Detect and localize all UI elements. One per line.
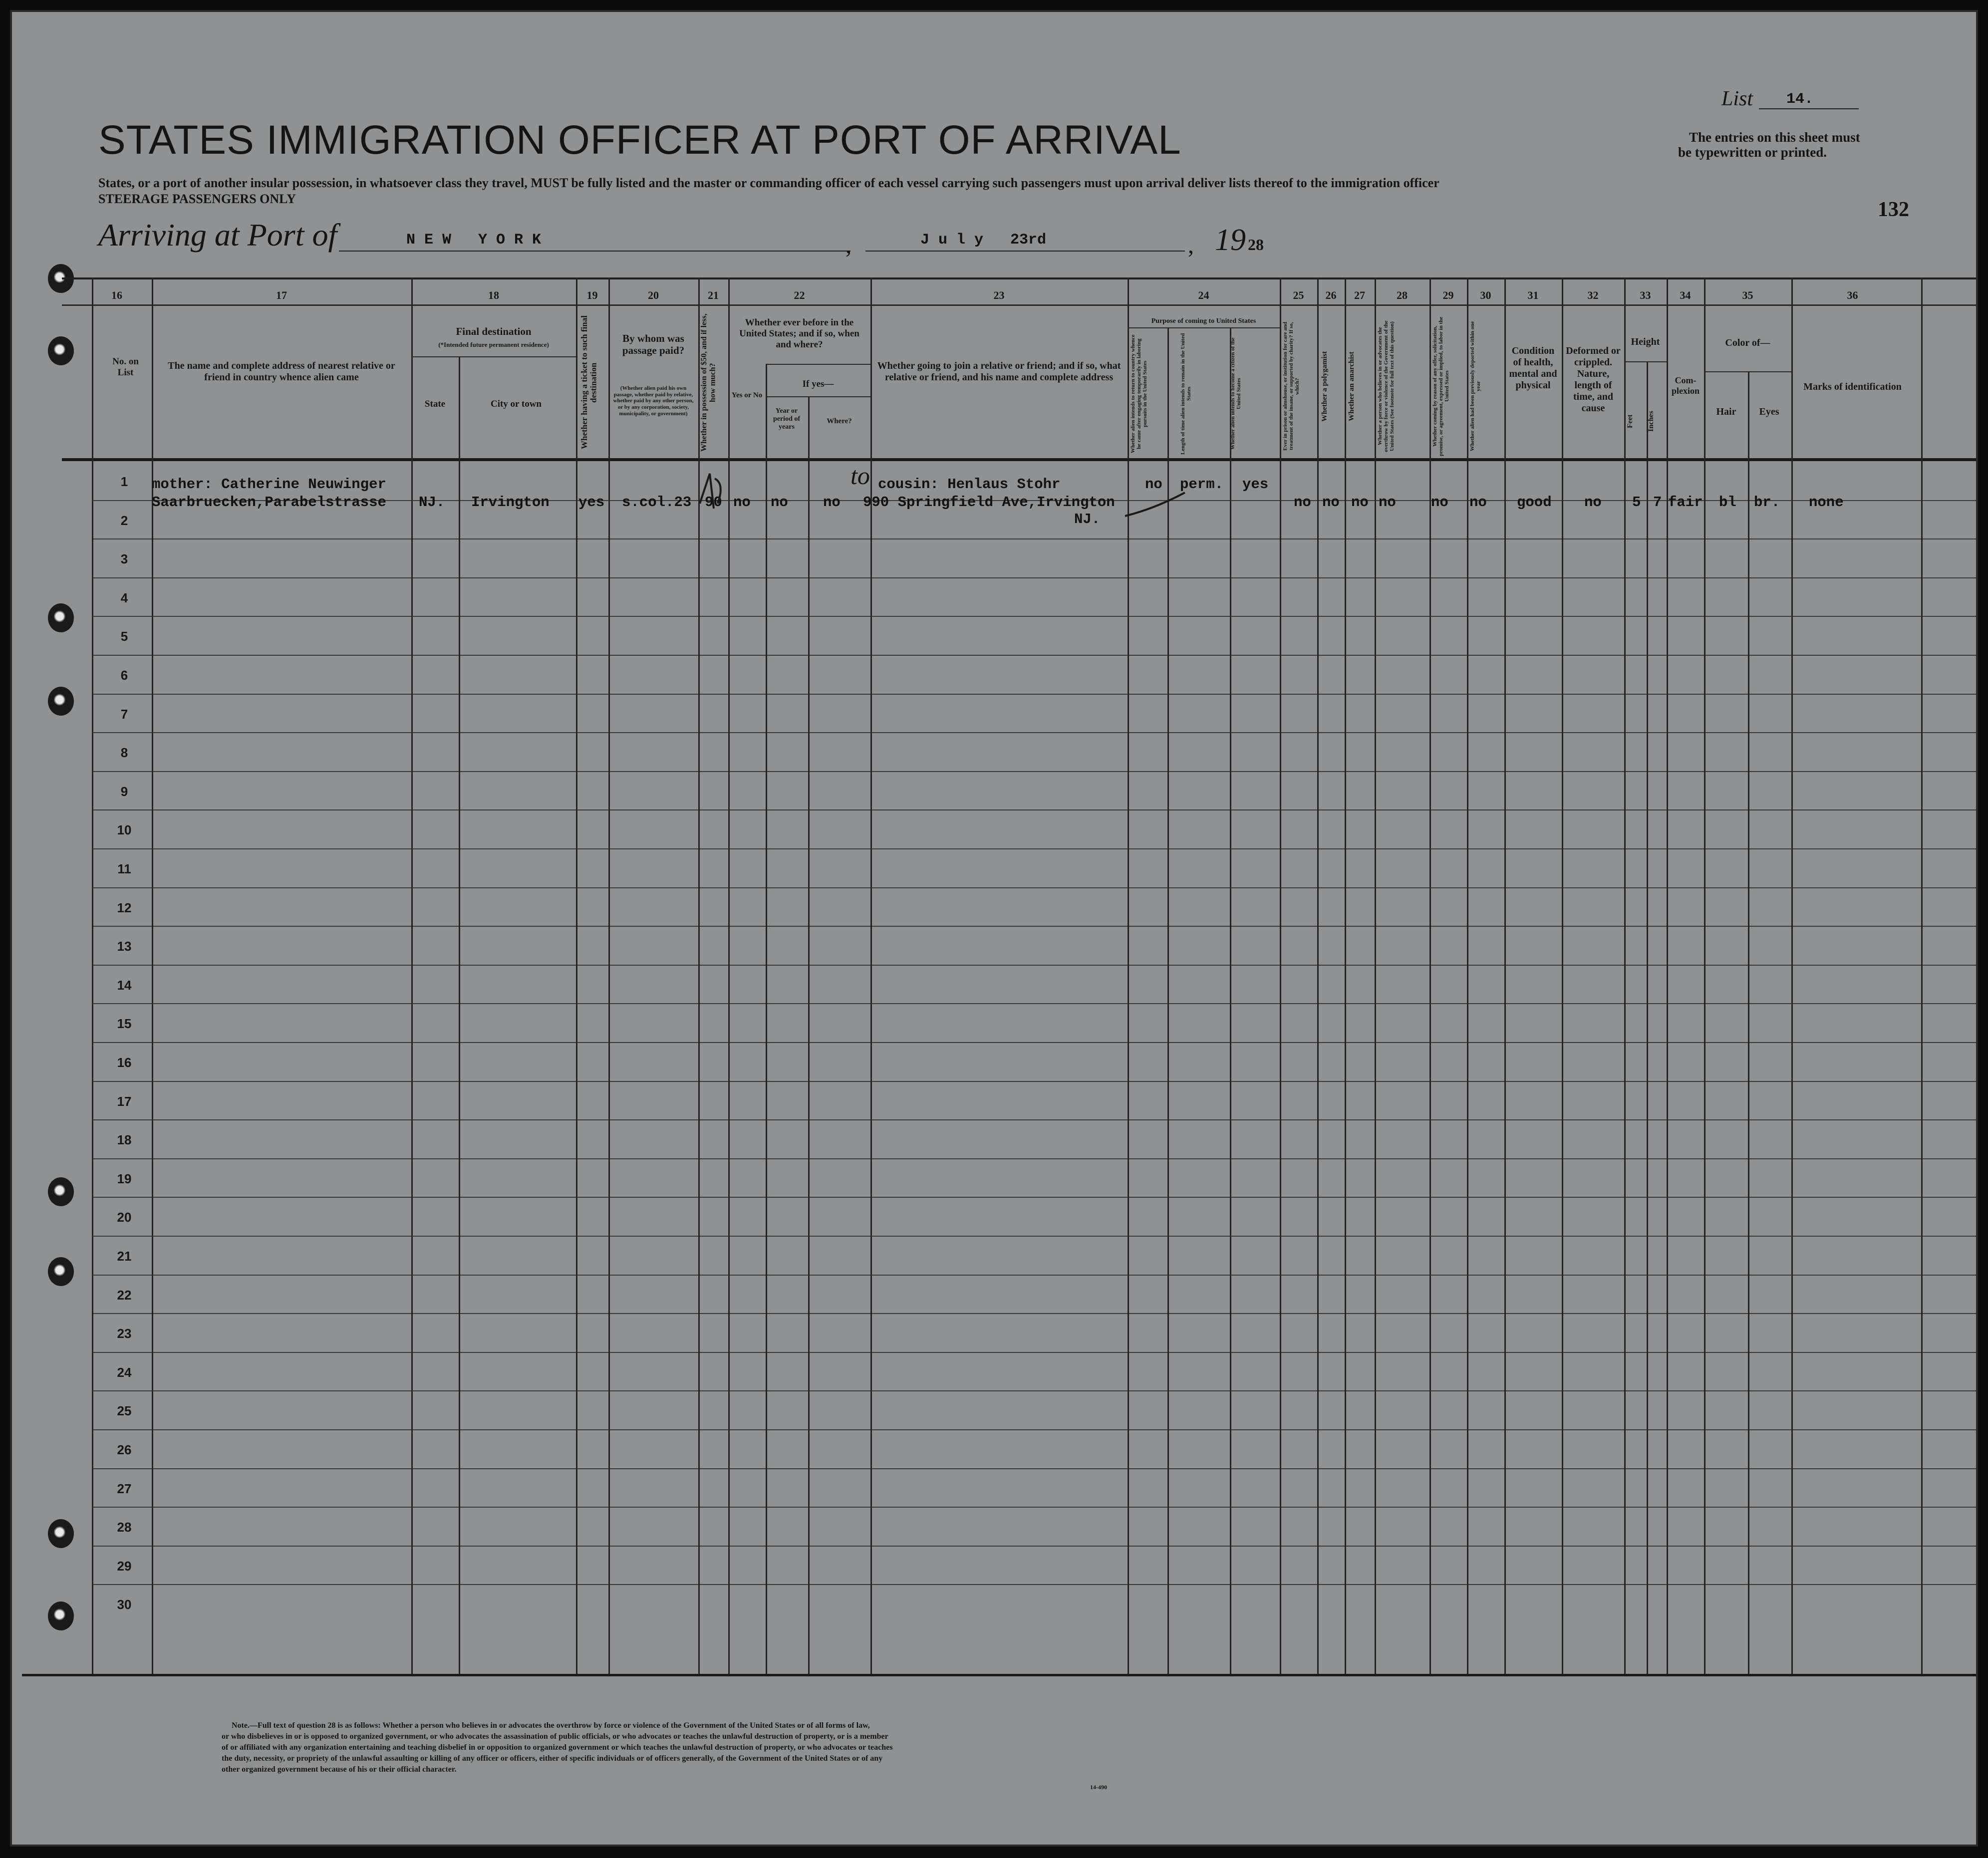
entry1-health: good	[1517, 494, 1552, 511]
ever-before-rule	[766, 364, 870, 365]
row-rule	[92, 1197, 1978, 1198]
row-number: 5	[120, 629, 128, 644]
col-num-21: 21	[708, 289, 719, 301]
row-rule	[92, 809, 1978, 810]
row-number: 23	[117, 1326, 132, 1341]
entry1-ticket: yes	[578, 494, 605, 511]
row-rule	[92, 926, 1978, 927]
footnote-line5: other organized government because of his or their official character.	[222, 1765, 457, 1774]
row-number: 18	[117, 1132, 132, 1148]
header-inches: Inches	[1647, 411, 1655, 432]
if-yes-rule	[766, 396, 870, 397]
header-passage-paid-sub: (Whether alien paid his own passage, whether paid by relative, whether paid by any other person, or by any corporation, society, municipality, or government)	[613, 385, 694, 417]
row-rule	[92, 1313, 1978, 1314]
table-top-rule	[62, 277, 1978, 279]
entry1-city: Irvington	[471, 494, 550, 511]
col-num-28: 28	[1397, 289, 1408, 301]
row-rule	[92, 1236, 1978, 1237]
row-rule	[92, 1507, 1978, 1508]
row-rule	[92, 1390, 1978, 1391]
row-rule	[92, 1275, 1978, 1276]
column-rule	[1562, 277, 1563, 1674]
header-join-relative: Whether going to join a relative or friend; and if so, what relative or friend, and his name and complete address	[877, 360, 1121, 383]
entry1-overthrow: no	[1379, 494, 1396, 511]
col-num-25: 25	[1293, 289, 1304, 301]
column-rule	[1791, 277, 1793, 1674]
col-num-23: 23	[993, 289, 1005, 301]
col-num-20: 20	[648, 289, 659, 301]
header-where: Where?	[827, 417, 852, 425]
row-number: 17	[117, 1093, 132, 1109]
row-rule	[92, 848, 1978, 849]
footnote-line1: Note.—Full text of question 28 is as follows: Whether a person who believes in or advocates the overthrow by force or violence of the Government of the United States or of all forms of law,	[232, 1721, 870, 1730]
row-number: 28	[117, 1520, 132, 1535]
year-suffix: 28	[1248, 236, 1264, 254]
page-number: 132	[1878, 198, 1909, 221]
header-overthrow: Whether a person who believes in or advocates the overthrow by force or violence of the Government of the United States (See footnote for full text of this question)	[1377, 320, 1396, 452]
arrival-port: N E W Y O R K	[406, 232, 542, 249]
form-subtitle-line1: States, or a port of another insular possession, in whatsoever class they travel, MUST be fully listed and the master or commanding officer of each vessel carrying such passengers must upon arrival deliver lists thereof to the immigration officer	[98, 176, 1439, 190]
row-rule	[92, 965, 1978, 966]
col-num-26: 26	[1325, 289, 1337, 301]
header-list-number: No. on List	[112, 356, 139, 378]
header-height: Height	[1631, 336, 1660, 347]
header-state: State	[424, 399, 446, 409]
header-yes-no: Yes or No	[731, 391, 763, 399]
entry1-relative-line1: mother: Catherine Neuwinger	[152, 476, 386, 493]
column-rule	[1167, 327, 1169, 1674]
footnote-line2: or who disbelieves in or is opposed to organized government, or who advocates the assassination of public officials, or who advocates or teaches the unlawful destruction of property, or is a member	[222, 1732, 888, 1741]
row-number: 2	[120, 513, 128, 528]
row-number: 19	[117, 1171, 132, 1186]
punch-hole	[48, 1177, 74, 1206]
row-number: 15	[117, 1016, 132, 1032]
column-rule	[1624, 277, 1626, 1674]
row-number: 26	[117, 1442, 132, 1457]
checkmark-stroke	[1120, 489, 1190, 524]
header-polygamist: Whether a polygamist	[1321, 351, 1329, 422]
year-prefix: 19	[1215, 223, 1246, 257]
column-rule	[1429, 277, 1431, 1674]
entry1-prison: no	[1294, 494, 1311, 511]
row-number: 9	[120, 784, 128, 799]
column-rule	[1748, 371, 1749, 1674]
entry1-year-period: no	[771, 494, 788, 511]
list-number: 14.	[1786, 91, 1814, 108]
row-number: 11	[117, 861, 131, 876]
arriving-label: Arriving at Port of	[98, 217, 337, 253]
form-subtitle-line2: STEERAGE PASSENGERS ONLY	[98, 192, 296, 206]
header-citizen: Whether alien intends to become a citizen of the United States	[1230, 337, 1242, 450]
row-number: 21	[117, 1249, 132, 1264]
col-num-30: 30	[1480, 289, 1491, 301]
row-rule	[92, 887, 1978, 888]
row-number: 6	[120, 668, 128, 683]
row-number: 12	[117, 900, 132, 915]
row-rule	[92, 1003, 1978, 1004]
column-rule	[766, 364, 767, 1674]
punch-hole	[48, 1601, 74, 1630]
col-num-17: 17	[276, 289, 287, 301]
column-rule	[1504, 277, 1506, 1674]
col-num-35: 35	[1742, 289, 1753, 301]
entry1-contract-labor: no	[1431, 494, 1448, 511]
row-rule	[92, 1584, 1978, 1585]
col-num-36: 36	[1847, 289, 1858, 301]
row-rule	[92, 1119, 1978, 1120]
entry1-deported: no	[1469, 494, 1487, 511]
header-ever-before: Whether ever before in the United States; and if so, when and where?	[739, 317, 859, 350]
row-number: 8	[120, 745, 128, 761]
header-hair: Hair	[1716, 406, 1736, 417]
col-num-24: 24	[1198, 289, 1209, 301]
footnote-line3: of or affiliated with any organization entertaining and teaching disbelief in or opposition to organized government or which teaches the unlawful destruction of property, or who advocates or teaches	[222, 1743, 893, 1752]
row-number: 13	[117, 939, 132, 954]
footnote-line4: the duty, necessity, or propriety of the unlawful assaulting or killing of any officer or officers, either of specific individuals or of officers generally, of the Government of the United States or of any	[222, 1754, 883, 1763]
entry1-polygamist: no	[1322, 494, 1340, 511]
row-rule	[92, 1158, 1978, 1159]
column-rule	[1345, 277, 1346, 1674]
header-nearest-relative: The name and complete address of nearest relative or friend in country whence alien came	[168, 360, 395, 383]
entry1-hand-mark: to	[851, 462, 870, 490]
col-num-18: 18	[488, 289, 499, 301]
col-num-19: 19	[586, 289, 598, 301]
entry1-join-line3: NJ.	[1074, 511, 1101, 528]
punch-hole	[48, 1519, 74, 1548]
header-city: City or town	[490, 399, 542, 409]
color-rule	[1704, 371, 1791, 372]
column-rule	[1467, 277, 1468, 1674]
row-rule	[92, 732, 1978, 733]
date-line	[865, 251, 1185, 252]
header-if-yes: If yes—	[802, 379, 834, 389]
row-rule	[92, 616, 1978, 617]
punch-hole	[48, 1257, 74, 1286]
entry1-relative-line2: Saarbruecken,Parabelstrasse	[152, 494, 386, 511]
row-number: 29	[117, 1558, 132, 1574]
column-rule	[459, 356, 460, 1674]
row-rule	[92, 1429, 1978, 1430]
row-number: 10	[117, 822, 132, 838]
footnote-code: 14-490	[1090, 1784, 1107, 1791]
header-eyes: Eyes	[1759, 406, 1779, 417]
list-number-line	[1759, 108, 1859, 109]
entry1-ever-before: no	[733, 494, 751, 511]
header-year-period: Year or period of years	[773, 407, 801, 431]
header-contract-labor: Whether coming by reason of any offer, solicitation, promise, or agreement, expressed or implied, to labor in the United States	[1432, 316, 1450, 456]
port-line	[339, 251, 851, 252]
comma-mark: ,	[1188, 232, 1194, 259]
col-num-29: 29	[1442, 289, 1454, 301]
entry1-return-intent: no	[1145, 476, 1162, 493]
col-num-31: 31	[1527, 289, 1539, 301]
header-complexion: Com-plexion	[1671, 375, 1700, 396]
column-number-rule	[62, 304, 1978, 306]
entry1-state: NJ.	[419, 494, 445, 511]
row-number: 1	[120, 474, 128, 489]
row-rule	[92, 1042, 1978, 1043]
header-deported: Whether alien had been previously deported within one year	[1469, 321, 1482, 452]
row-rule	[92, 1352, 1978, 1353]
header-feet: Feet	[1626, 414, 1634, 428]
arrival-date: J u l y 23rd	[920, 232, 1047, 249]
row-rule	[92, 1081, 1978, 1082]
comma-mark: ,	[846, 232, 852, 259]
col-num-16: 16	[111, 289, 122, 301]
col-num-27: 27	[1354, 289, 1365, 301]
row-rule	[92, 694, 1978, 695]
row-rule	[92, 771, 1978, 772]
header-anarchist: Whether an anarchist	[1348, 351, 1356, 421]
list-label: List	[1721, 87, 1753, 110]
col-num-34: 34	[1680, 289, 1691, 301]
header-health: Condition of health, mental and physical	[1509, 345, 1557, 391]
entry1-money: 90	[705, 494, 722, 511]
punch-hole	[48, 603, 74, 632]
header-money: Whether in possession of $50, and if less, how much?	[700, 313, 717, 452]
row-number: 24	[117, 1364, 132, 1380]
row-number: 30	[117, 1597, 132, 1612]
column-rule	[411, 277, 413, 1674]
column-rule	[1230, 327, 1231, 1674]
row-number: 20	[117, 1210, 132, 1225]
entry1-paid-by: s.col.23	[622, 494, 692, 511]
row-number: 22	[117, 1287, 132, 1303]
entry1-feet: 5	[1632, 494, 1641, 511]
column-rule	[1317, 277, 1319, 1674]
punch-hole	[48, 336, 74, 365]
entry1-hair: bl	[1719, 494, 1736, 511]
column-rule	[1647, 361, 1648, 1674]
manifest-sheet	[10, 10, 1978, 1847]
column-rule	[608, 277, 610, 1674]
header-deformed: Deformed or crippled. Nature, length of time, and cause	[1566, 345, 1621, 414]
column-rule	[1704, 277, 1705, 1674]
entry1-citizen: yes	[1242, 476, 1269, 493]
purpose-rule	[1128, 327, 1280, 328]
entry1-join-line2: 990 Springfield Ave,Irvington	[863, 494, 1115, 511]
form-title: STATES IMMIGRATION OFFICER AT PORT OF ARRIVAL	[98, 117, 1181, 163]
row-rule	[92, 1468, 1978, 1469]
row-number: 3	[120, 551, 128, 567]
row-rule	[92, 655, 1978, 656]
row-rule	[92, 1546, 1978, 1547]
header-bottom-rule	[62, 458, 1978, 461]
column-rule	[1280, 277, 1281, 1674]
row-number: 4	[120, 590, 128, 605]
header-length-of-stay: Length of time alien intends to remain in the United States	[1180, 333, 1192, 455]
header-passage-paid: By whom was passage paid?	[622, 332, 685, 357]
entry1-marks: none	[1809, 494, 1844, 511]
entry1-eyes: br.	[1754, 494, 1780, 511]
col-num-33: 33	[1640, 289, 1651, 301]
entry1-deformed: no	[1584, 494, 1602, 511]
header-final-destination-sub: (*Intended future permanent residence)	[438, 341, 549, 348]
row-rule	[92, 538, 1978, 539]
column-rule	[576, 277, 577, 1674]
column-rule	[1921, 277, 1923, 1674]
header-prison: Ever in prison or almshouse, or institution for care and treatment of the insane, or supported by charity? If so, which?	[1282, 321, 1301, 451]
table-bottom-rule	[22, 1674, 1978, 1676]
row-number: 25	[117, 1403, 132, 1419]
column-rule	[1375, 277, 1376, 1674]
header-marks: Marks of identification	[1803, 381, 1902, 392]
entry1-complexion: fair	[1668, 494, 1703, 511]
entry1-join-line1: cousin: Henlaus Stohr	[878, 476, 1061, 493]
money-handwritten-mark	[695, 469, 730, 514]
header-color-of: Color of—	[1725, 337, 1770, 348]
col-num-32: 32	[1587, 289, 1599, 301]
punch-hole	[48, 687, 74, 716]
height-rule	[1624, 361, 1667, 362]
header-purpose: Purpose of coming to United States	[1151, 317, 1256, 325]
entry1-length-of-stay: perm.	[1180, 476, 1224, 493]
destination-sub-rule	[411, 356, 576, 357]
row-number: 16	[117, 1055, 132, 1070]
col-num-22: 22	[794, 289, 805, 301]
entry1-where: no	[823, 494, 841, 511]
header-final-destination: Final destination	[456, 325, 532, 337]
row-number: 27	[117, 1481, 132, 1496]
entries-note-line1: The entries on this sheet must	[1689, 130, 1860, 145]
row-rule	[92, 577, 1978, 578]
row-number: 7	[120, 706, 128, 722]
header-ticket: Whether having a ticket to such final destination	[579, 315, 598, 450]
column-rule	[808, 396, 810, 1674]
entries-note-line2: be typewritten or printed.	[1678, 145, 1827, 160]
row-number: 14	[117, 977, 132, 993]
column-rule	[92, 277, 93, 1674]
column-rule	[1128, 277, 1129, 1674]
column-rule	[1667, 277, 1668, 1674]
entry1-inches: 7	[1653, 494, 1662, 511]
entry1-anarchist: no	[1351, 494, 1369, 511]
column-rule	[870, 277, 872, 1674]
header-return-intent: Whether alien intends to return to country whence he came after engaging temporarily in laboring pursuits in the United States	[1130, 334, 1148, 453]
